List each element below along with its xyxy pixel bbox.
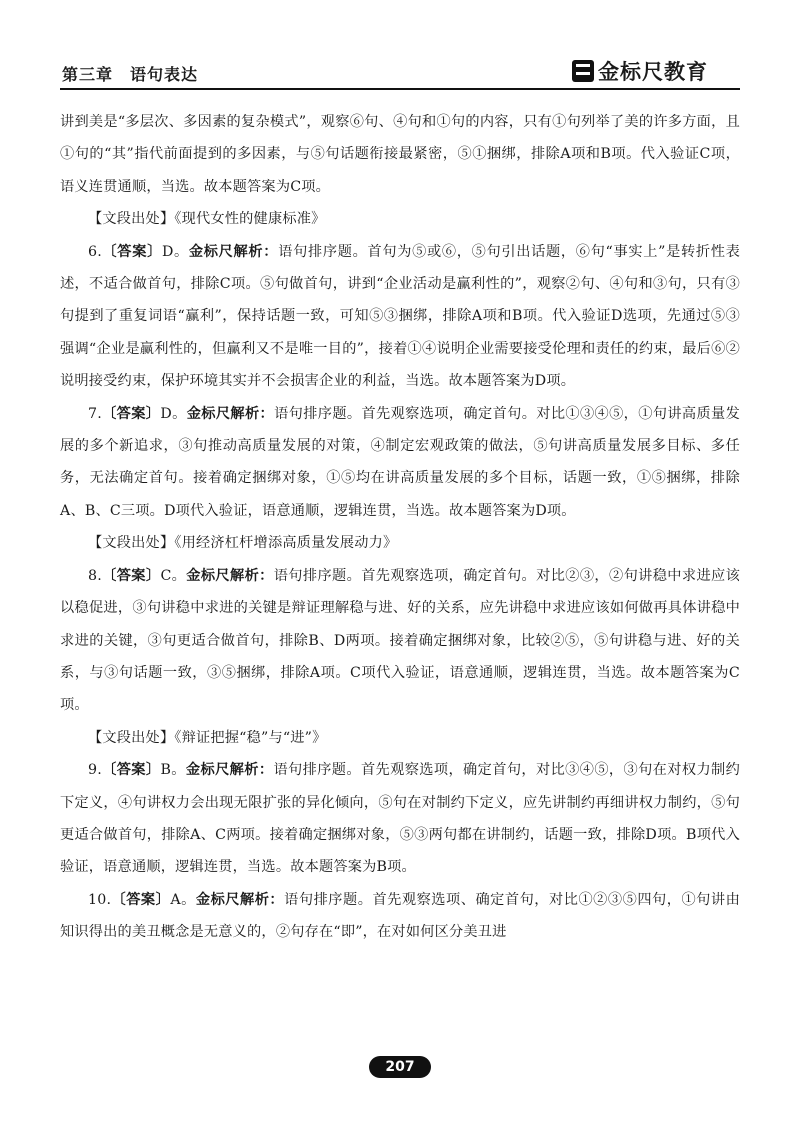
item-number: 10. — [88, 891, 112, 908]
answer-tag: 〔答案〕 — [101, 243, 162, 260]
analysis-label: 金标尺解析： — [186, 405, 275, 422]
answer-letter: D。 — [161, 243, 189, 260]
analysis-label: 金标尺解析： — [186, 567, 274, 584]
item-number: 9. — [88, 762, 102, 779]
source-line-7: 【文段出处】《用经济杠杆增添高质量发展动力》 — [88, 535, 398, 552]
answer-letter: A。 — [170, 891, 196, 908]
page-header — [60, 50, 708, 90]
chapter-title: 第三章 语句表达 — [62, 65, 199, 84]
analysis-label: 金标尺解析： — [188, 243, 279, 260]
page-footer — [0, 1056, 800, 1078]
answer-item-6 — [60, 236, 740, 398]
answer-tag: 〔答案〕 — [101, 567, 161, 584]
item-number: 7. — [88, 405, 102, 422]
book-logo-icon — [572, 60, 594, 82]
analysis-text: 语句排序题。首句为⑤或⑥，⑤句引出话题，⑥句“事实上”是转折性表述，不适合做首句，排除C项。⑤句做首句，讲到“企业活动是赢利性的”，观察②句、④句和③句，只有③句提到了重复词语“赢利”，保持话题一致，可知⑤③捆绑，排除A项和B项。代入验证D选项，先通过⑤③强调“企业是赢利性的，但赢利又不是唯一目的”，接着①④说明企业需要接受伦理和责任的约束，最后⑥②说明接受约束，保护环境其实并不会损害企业的利益，当选。故本题答案为D项。 — [60, 243, 740, 390]
answer-tag: 〔答案〕 — [101, 405, 161, 422]
analysis-text: 语句排序题。首先观察选项，确定首句。对比①③④⑤，①句讲高质量发展的多个新追求，③句推动高质量发展的对策，④制定宏观政策的做法，⑤句讲高质量发展多目标、多任务，无法确定首句。接着确定捆绑对象，①⑤均在讲高质量发展的多个目标，话题一致，①⑤捆绑，排除A、B、C三项。D项代入验证，语意通顺，逻辑连贯，当选。故本题答案为D项。 — [60, 405, 740, 519]
source-line-5: 【文段出处】《现代女性的健康标准》 — [88, 211, 326, 228]
analysis-text: 语句排序题。首先观察选项，确定首句。对比②③，②句讲稳中求进应该以稳促进，③句讲稳中求进的关键是辩证理解稳与进、好的关系，应先讲稳中求进应该如何做再具体讲稳中求进的关键，③句更适合做首句，排除B、D两项。接着确定捆绑对象，比较②⑤，⑤句讲稳与进、好的关系，与③句话题一致，③⑤捆绑，排除A项。C项代入验证，语意通顺，逻辑连贯，当选。故本题答案为C项。 — [60, 567, 740, 714]
brand-name: 金标尺教育 — [598, 60, 708, 84]
answer-tag: 〔答案〕 — [101, 762, 161, 779]
answer-tag: 〔答案〕 — [111, 891, 171, 908]
source-line-8: 【文段出处】《辩证把握“稳”与“进”》 — [88, 729, 327, 746]
analysis-label: 金标尺解析： — [185, 762, 274, 779]
item-number: 6. — [88, 243, 102, 260]
answer-letter: D。 — [160, 405, 187, 422]
answer-letter: C。 — [160, 567, 187, 584]
header-rule — [60, 88, 740, 90]
answer-letter: B。 — [160, 762, 186, 779]
answer-item-7 — [60, 398, 740, 528]
analysis-text: 语句排序题。首先观察选项，确定首句，对比③④⑤，③句在对权力制约下定义，④句讲权力会出现无限扩张的异化倾向，⑤句在对制约下定义，应先讲制约再细讲权力制约，⑤句更适合做首句，排除A、C两项。接着确定捆绑对象，⑤③两句都在讲制约，话题一致，排除D项。B项代入验证，语意通顺，逻辑连贯，当选。故本题答案为B项。 — [60, 762, 741, 876]
page-number: 207 — [369, 1056, 430, 1078]
page-body — [60, 106, 740, 949]
intro-paragraph: 讲到美是“多层次、多因素的复杂模式”，观察⑥句、④句和①句的内容，只有①句列举了美的许多方面，且①句的“其”指代前面提到的多因素，与⑤句话题衔接最紧密，⑤①捆绑，排除A项和B项。代入验证C项，语义连贯通顺，当选。故本题答案为C项。 — [60, 114, 740, 195]
item-number: 8. — [88, 567, 102, 584]
analysis-text: 语句排序题。首先观察选项、确定首句，对比①②③⑤四句，①句讲由知识得出的美丑概念是无意义的，②句存在“即”，在对如何区分美丑进 — [60, 891, 740, 941]
analysis-label: 金标尺解析： — [195, 891, 285, 908]
answer-item-10 — [60, 884, 740, 949]
brand-logo — [572, 56, 708, 86]
answer-item-8 — [60, 560, 740, 722]
answer-item-9 — [60, 754, 740, 884]
